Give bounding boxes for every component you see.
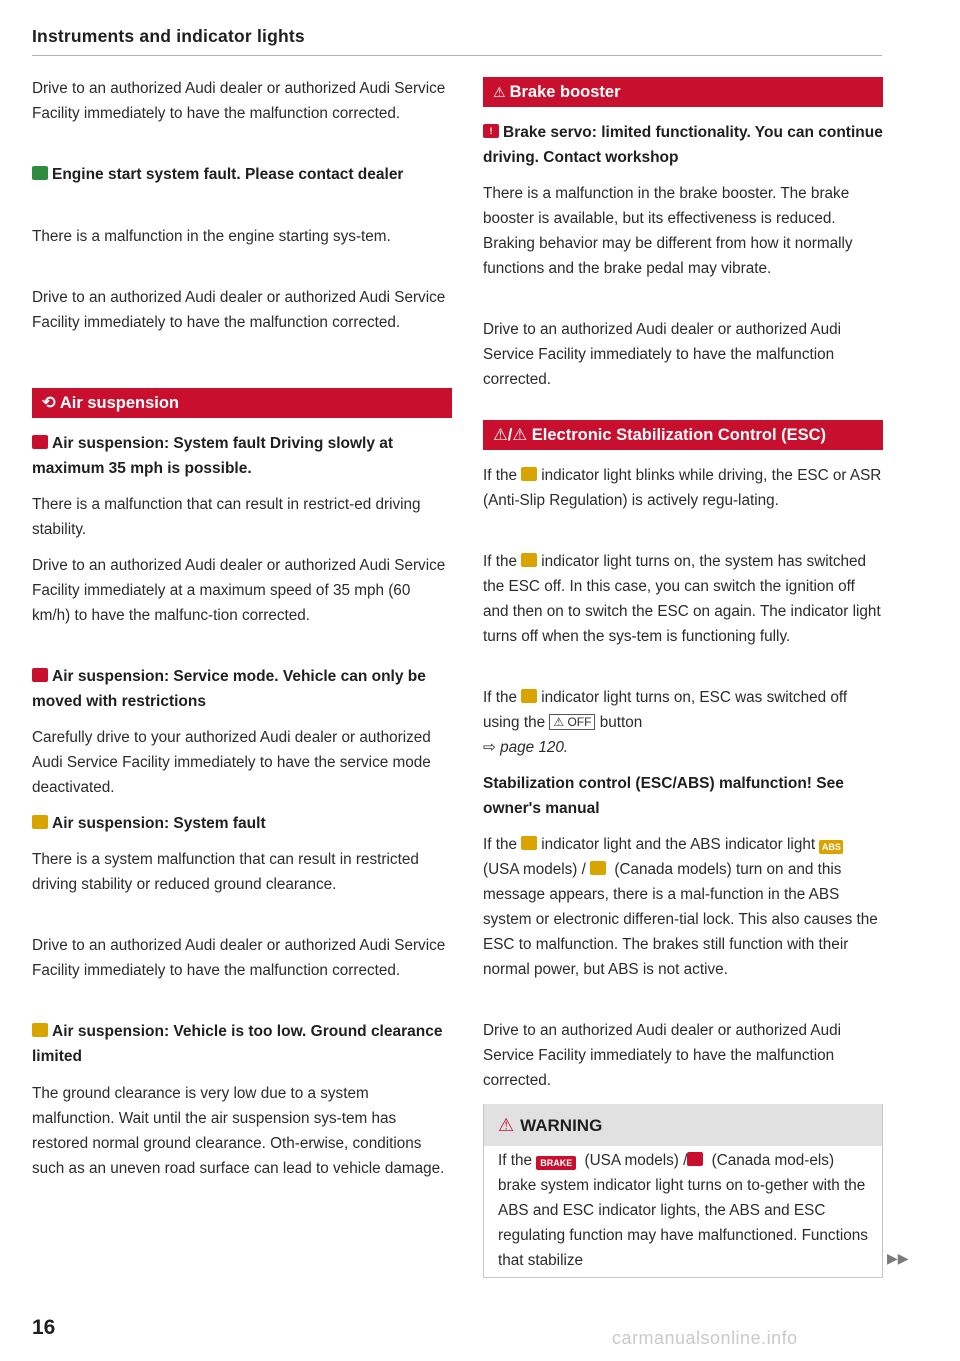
- paragraph: Drive to an authorized Audi dealer or authorized Audi Service Facility immediately to have the malfunction corrected.: [483, 1022, 842, 1089]
- abs-canada-icon: [590, 861, 606, 875]
- continue-arrow-icon: ▶▶: [887, 1250, 909, 1266]
- paragraph: Drive to an authorized Audi dealer or authorized Audi Service Facility immediately to have the malfunction corrected.: [32, 289, 446, 331]
- air-suspension-yellow-icon: [32, 1023, 48, 1037]
- footer-watermark: carmanualsonline.info: [612, 1328, 798, 1348]
- paragraph: If the indicator light and the ABS indicator light ABS (USA models) / (Canada models) turn on and this message appears, there is a mal-function in the ABS system or electronic differen-tial lock. This also causes the ESC to malfunction. The brakes still function with their normal power, but ABS is not active.: [483, 836, 878, 978]
- warning-body: If the BRAKE (USA models) / (Canada mod-els) brake system indicator light turns on to-gether with the ABS and ESC indicator lights, the ABS and ESC regulating function may have malfunctioned. Functions that stabilize: [498, 1152, 868, 1269]
- air-suspension-red-icon: [32, 435, 48, 449]
- paragraph: Drive to an authorized Audi dealer or authorized Audi Service Facility immediately to have the malfunction corrected.: [32, 80, 446, 122]
- paragraph: Drive to an authorized Audi dealer or authorized Audi Service Facility immediately to have the malfunction corrected.: [32, 937, 446, 979]
- warning-triangle-icon: ⚠: [498, 1115, 515, 1135]
- paragraph: There is a system malfunction that can result in restricted driving stability or reduced ground clearance.: [32, 851, 419, 893]
- brake-indicator-icon: BRAKE: [536, 1156, 576, 1170]
- air-suspension-band: ⟲ Air suspension: [32, 388, 452, 418]
- air-suspension-heading-2: Air suspension: Service mode. Vehicle can only be moved with restrictions: [32, 668, 426, 710]
- esc-off-indicator-icon: [521, 689, 537, 703]
- paragraph: There is a malfunction that can result in restrict-ed driving stability.: [32, 496, 421, 538]
- esc-indicator-icon: [521, 553, 537, 567]
- abs-icon: ABS: [819, 840, 843, 854]
- page-reference: ⇨ page 120.: [483, 739, 569, 756]
- warning-header: ⚠ WARNING: [484, 1104, 882, 1146]
- esc-band: ⚠/⚠ Electronic Stabilization Control (ESC): [483, 420, 883, 450]
- paragraph: The ground clearance is very low due to a system malfunction. Wait until the air suspension sys-tem has restored normal ground clearance. Oth-erwise, conditions such as an uneven road surface can lead to vehicle damage.: [32, 1085, 445, 1177]
- brake-servo-heading: ! Brake servo: limited functionality. You can continue driving. Contact workshop: [483, 124, 883, 166]
- air-suspension-yellow-icon: [32, 815, 48, 829]
- paragraph: There is a malfunction in the brake booster. The brake booster is available, but its effectiveness is reduced. Braking behavior may be different from how it normally functions and the brake pedal may vibrate.: [483, 185, 853, 277]
- engine-start-icon: [32, 166, 48, 180]
- warning-box: [483, 1104, 883, 1278]
- warning-triangle-icon: ⚠: [493, 84, 506, 100]
- paragraph: There is a malfunction in the engine starting sys-tem.: [32, 228, 391, 245]
- paragraph: Carefully drive to your authorized Audi dealer or authorized Audi Service Facility immediately to have the service mode deactivated.: [32, 729, 431, 796]
- air-suspension-icon: ⟲: [42, 394, 60, 412]
- air-suspension-heading-4: Air suspension: Vehicle is too low. Ground clearance limited: [32, 1023, 443, 1065]
- stabilization-heading: Stabilization control (ESC/ABS) malfunction! See owner's manual: [483, 775, 844, 817]
- esc-off-button: ⚠ OFF: [549, 714, 595, 730]
- page-number: 16: [32, 1316, 56, 1339]
- paragraph: If the indicator light blinks while driving, the ESC or ASR (Anti-Slip Regulation) is actively regu-lating.: [483, 467, 882, 509]
- paragraph: If the indicator light turns on, the system has switched the ESC off. In this case, you can switch the ignition off and then on to switch the ESC on again. The indicator light turns off when the sys-tem is functioning fully.: [483, 553, 881, 645]
- esc-indicator-icon: [521, 467, 537, 481]
- paragraph: Drive to an authorized Audi dealer or authorized Audi Service Facility immediately to have the malfunction corrected.: [483, 321, 842, 388]
- paragraph: If the indicator light turns on, ESC was switched off using the ⚠ OFF button ⇨ page 120.: [483, 689, 848, 756]
- air-suspension-heading-3: Air suspension: System fault: [32, 811, 452, 836]
- esc-indicator-icon: [521, 836, 537, 850]
- brake-booster-band: ⚠ Brake booster: [483, 77, 883, 107]
- page-header: Instruments and indicator lights: [32, 26, 882, 56]
- air-suspension-red-icon: [32, 668, 48, 682]
- air-suspension-heading-1: Air suspension: System fault Driving slowly at maximum 35 mph is possible.: [32, 435, 394, 477]
- brake-canada-icon: [687, 1152, 703, 1166]
- brake-warning-icon: !: [483, 124, 499, 138]
- esc-icons: ⚠/⚠: [493, 426, 528, 444]
- engine-start-heading: Engine start system fault. Please contact dealer: [32, 162, 452, 187]
- paragraph: Drive to an authorized Audi dealer or authorized Audi Service Facility immediately at a maximum speed of 35 mph (60 km/h) to have the malfunc-tion corrected.: [32, 557, 446, 624]
